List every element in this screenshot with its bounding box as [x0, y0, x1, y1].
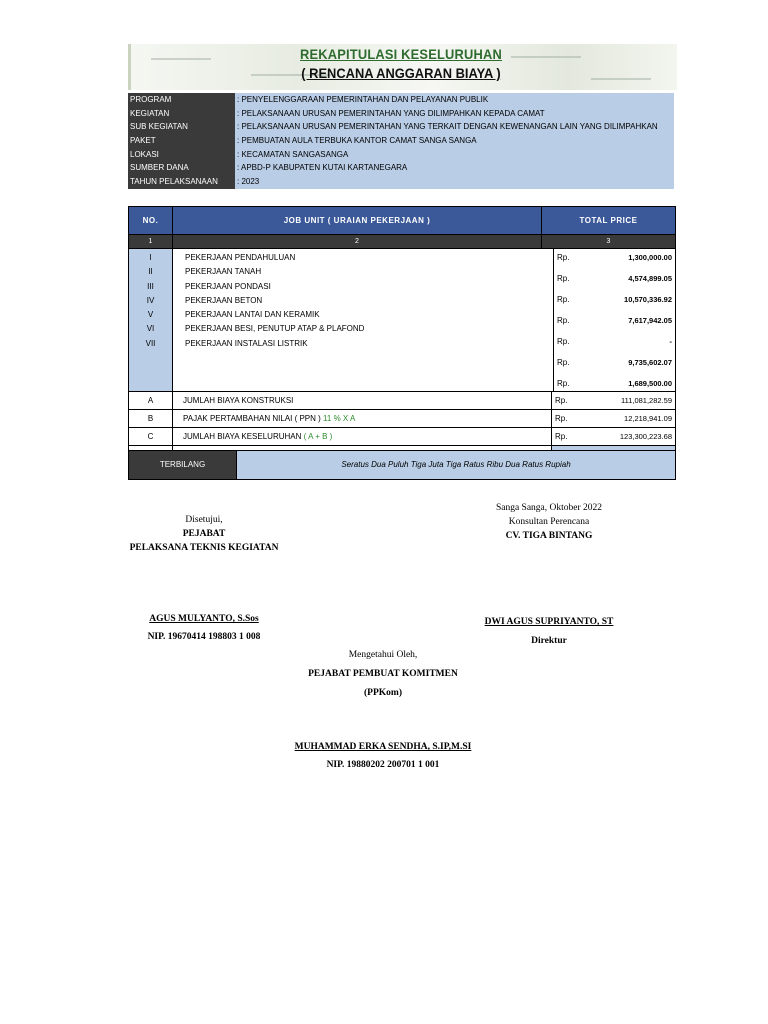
item-no: V	[147, 310, 154, 320]
page-title: REKAPITULASI KESELURUHAN	[300, 46, 502, 62]
sig-left-nip: NIP. 19670414 198803 1 008	[147, 632, 261, 642]
item-no: VII	[145, 338, 156, 348]
sig-left-title2: PELAKSANA TEKNIS KEGIATAN	[129, 543, 279, 553]
summary-desc: JUMLAH BIAYA KONSTRUKSI	[173, 392, 552, 409]
summary-no: B	[129, 410, 173, 427]
currency: Rp.	[555, 432, 568, 441]
terbilang-row	[128, 450, 676, 480]
amount: -	[669, 336, 672, 346]
sig-right-place-date: Sanga Sanga, Oktober 2022	[495, 503, 603, 513]
currency: Rp.	[557, 253, 570, 262]
colnum-1: 1	[129, 235, 173, 248]
items-desc-column	[173, 249, 554, 391]
amount: 12,218,941.09	[624, 414, 672, 423]
item-desc: PEKERJAAN PONDASI	[185, 281, 271, 291]
currency: Rp.	[557, 336, 570, 346]
info-row-sub-kegiatan	[128, 120, 674, 134]
items-block	[129, 249, 675, 392]
table-header	[129, 207, 675, 235]
items-no-column	[129, 249, 173, 391]
cost-table	[128, 206, 676, 464]
item-price	[557, 251, 672, 265]
item-no: I	[149, 253, 152, 262]
info-row-paket	[128, 134, 674, 148]
currency: Rp.	[557, 315, 570, 325]
item-no: II	[148, 267, 153, 277]
item-desc: PEKERJAAN LANTAI DAN KERAMIK	[185, 310, 320, 320]
info-row-tahun	[128, 175, 674, 189]
summary-note: ( A + B )	[303, 432, 333, 441]
summary-price	[552, 428, 675, 445]
item-no: IV	[146, 295, 155, 305]
info-label: PAKET	[128, 134, 235, 148]
info-value: : PEMBUATAN AULA TERBUKA KANTOR CAMAT SANGA SANGA	[235, 134, 674, 148]
info-label: TAHUN PELAKSANAAN	[128, 175, 235, 189]
info-value: : PELAKSANAAN URUSAN PEMERINTAHAN YANG TERKAIT DENGAN KEWENANGAN LAIN YANG DILIMPAHKAN	[235, 120, 674, 134]
item-desc: PEKERJAAN PENDAHULUAN	[185, 253, 296, 262]
summary-desc-text: PAJAK PERTAMBAHAN NILAI ( PPN )	[183, 414, 321, 423]
item-price	[557, 377, 672, 391]
item-price	[557, 356, 672, 370]
item-price	[557, 335, 672, 349]
info-value: : PELAKSANAAN URUSAN PEMERINTAHAN YANG DILIMPAHKAN KEPADA CAMAT	[235, 107, 674, 121]
amount: 4,574,899.05	[628, 273, 672, 283]
summary-price	[552, 392, 675, 409]
amount: 1,689,500.00	[628, 378, 672, 388]
page-subtitle: ( RENCANA ANGGARAN BIAYA )	[301, 65, 501, 81]
sig-right-company: CV. TIGA BINTANG	[505, 531, 593, 541]
items-price-column	[554, 249, 675, 391]
info-value: : APBD-P KABUPATEN KUTAI KARTANEGARA	[235, 161, 674, 175]
sig-right-role2: Direktur	[531, 636, 567, 646]
item-desc: PEKERJAAN BETON	[185, 295, 263, 305]
summary-no: C	[129, 428, 173, 445]
summary-row-a	[129, 392, 675, 410]
info-value: : 2023	[235, 175, 674, 189]
header-job: JOB UNIT ( URAIAN PEKERJAAN )	[173, 207, 542, 234]
header-no: NO.	[129, 207, 173, 234]
info-value: : KECAMATAN SANGASANGA	[235, 148, 674, 162]
currency: Rp.	[557, 357, 570, 367]
colnum-2: 2	[173, 235, 542, 248]
amount: 7,617,942.05	[628, 315, 672, 325]
sig-right-role1: Konsultan Perencana	[508, 517, 590, 527]
info-label: KEGIATAN	[128, 107, 235, 121]
sig-center-known-by: Mengetahui Oleh,	[348, 650, 418, 660]
colnum-3: 3	[606, 238, 611, 245]
info-row-lokasi	[128, 148, 674, 162]
summary-desc	[173, 410, 552, 427]
currency: Rp.	[555, 414, 568, 423]
item-desc: PEKERJAAN TANAH	[185, 267, 262, 277]
terbilang-value: Seratus Dua Puluh Tiga Juta Tiga Ratus Ribu Dua Ratus Rupiah	[236, 451, 675, 479]
info-label: LOKASI	[128, 148, 235, 162]
amount: 111,081,282.59	[620, 396, 672, 405]
item-price	[557, 293, 672, 307]
sig-left-name: AGUS MULYANTO, S.Sos	[149, 614, 259, 624]
header-price: TOTAL PRICE	[579, 216, 638, 225]
sig-left-title1: PEJABAT	[182, 529, 226, 539]
currency: Rp.	[555, 396, 568, 405]
summary-row-b	[129, 410, 675, 428]
item-no: III	[147, 281, 154, 291]
currency: Rp.	[557, 378, 570, 388]
sig-center-abbr: (PPKom)	[364, 688, 402, 698]
info-value: : PENYELENGGARAAN PEMERINTAHAN DAN PELAYANAN PUBLIK	[235, 93, 674, 107]
project-info	[128, 93, 674, 189]
sig-center-name: MUHAMMAD ERKA SENDHA, S.IP,M.SI	[294, 742, 472, 752]
item-price	[557, 314, 672, 328]
summary-note: 11 % X A	[323, 414, 356, 423]
summary-no: A	[129, 392, 173, 409]
sig-right-name: DWI AGUS SUPRIYANTO, ST	[484, 617, 614, 627]
item-no: VI	[146, 324, 155, 334]
info-row-sumber-dana	[128, 161, 674, 175]
info-label: SUMBER DANA	[128, 161, 235, 175]
item-desc: PEKERJAAN BESI, PENUTUP ATAP & PLAFOND	[185, 324, 365, 334]
summary-desc-text: JUMLAH BIAYA KESELURUHAN	[183, 432, 302, 441]
sig-center-title: PEJABAT PEMBUAT KOMITMEN	[308, 669, 458, 679]
summary-price	[552, 410, 675, 427]
item-price	[557, 272, 672, 286]
info-label: PROGRAM	[128, 93, 235, 107]
column-number-row	[129, 235, 675, 249]
sig-left-approved: Disetujui,	[185, 515, 223, 525]
summary-row-c	[129, 428, 675, 446]
amount: 1,300,000.00	[628, 253, 672, 262]
currency: Rp.	[557, 294, 570, 304]
amount: 9,735,602.07	[628, 357, 672, 367]
summary-desc	[173, 428, 552, 445]
item-desc: PEKERJAAN INSTALASI LISTRIK	[185, 338, 308, 348]
info-row-kegiatan	[128, 107, 674, 121]
info-row-program	[128, 93, 674, 107]
terbilang-label: TERBILANG	[129, 451, 236, 479]
currency: Rp.	[557, 273, 570, 283]
amount: 10,570,336.92	[624, 294, 672, 304]
info-label: SUB KEGIATAN	[128, 120, 235, 134]
amount: 123,300,223.68	[619, 432, 672, 441]
sig-center-nip: NIP. 19880202 200701 1 001	[326, 760, 440, 770]
